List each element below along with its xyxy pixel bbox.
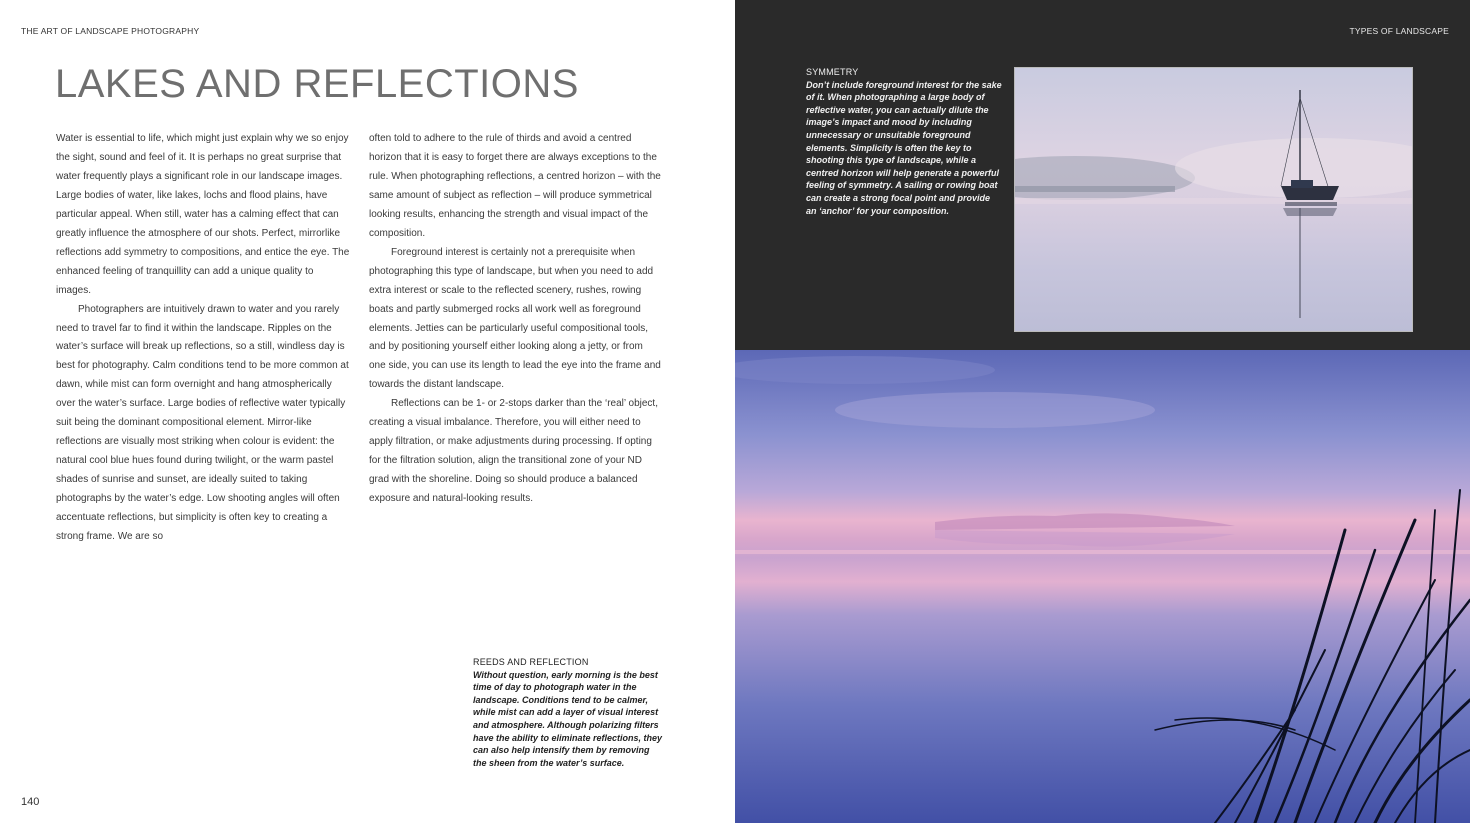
reeds-reflection-photo xyxy=(735,350,1470,823)
right-page xyxy=(735,0,1470,823)
paragraph: Foreground interest is certainly not a prerequisite when photographing this type of landscape, but when you need to add extra interest or scale to the reflected scenery, rushes, rowing boats and partly submerged rocks all work well as foreground elements. Jetties can be particularly useful compositional tools, and by positioning yourself either looking along a jetty, or from one side, you can use its length to lead the eye into the frame and towards the distant landscape. xyxy=(369,246,661,391)
body-column-2 xyxy=(369,130,661,509)
paragraph: Reflections can be 1- or 2-stops darker than the ‘real’ object, creating a visual imbalance. Therefore, you will either need to apply filtration, or make adjustments during processing. If opting for the filtration solution, align the transitional zone of your ND grad with the shoreline. Doing so should produce a balanced exposure and natural-looking results. xyxy=(369,398,658,505)
running-head-right: TYPES OF LANDSCAPE xyxy=(1349,26,1449,36)
caption-body: Don’t include foreground interest for the sake of it. When photographing a large body of reflective water, you can actually dilute the image’s impact and mood by including unnecessary or unsuitable foreground elements. Simplicity is often the key to shooting this type of landscape, while a centred horizon will help generate a powerful feeling of symmetry. A sailing or rowing boat can create a strong focal point and provide an ‘anchor’ for your composition. xyxy=(806,79,1002,216)
caption-body: Without question, early morning is the best time of day to photograph water in the landscape. Conditions tend to be calmer, while mist can add a layer of visual interest and atmosphere. Although polarizing filters have the ability to eliminate reflections, they can also help intensify them by removing the sheen from the water’s surface. xyxy=(473,669,663,768)
paragraph: Photographers are intuitively drawn to water and you rarely need to travel far to find it within the landscape. Ripples on the water’s surface will break up reflections, so a still, windless day is best for photography. Calm conditions tend to be more common at dawn, while mist can form overnight and hang atmospherically over the water’s surface. Large bodies of reflective water typically suit being the dominant compositional element. Mirror-like reflections are visually most striking when colour is evident: the natural cool blue hues found during twilight, or the warm pastel shades of sunrise and sunset, are ideally suited to taking photographs by the water’s edge. Low shooting angles will often accentuate reflections, but simplicity is often key to creating a strong frame. We are so xyxy=(56,303,349,543)
caption-reeds-and-reflection xyxy=(473,656,665,769)
page-number: 140 xyxy=(21,796,40,808)
running-head-left: THE ART OF LANDSCAPE PHOTOGRAPHY xyxy=(21,26,200,36)
page-title: LAKES AND REFLECTIONS xyxy=(55,62,579,106)
paragraph: often told to adhere to the rule of thirds and avoid a centred horizon that it is easy to forget there are always exceptions to the rule. When photographing reflections, a centred horizon – with the same amount of subject as reflection – will produce symmetrical looking results, enhancing the strength and visual impact of the composition. xyxy=(369,133,661,239)
caption-title: REEDS AND REFLECTION xyxy=(473,657,589,667)
paragraph: Water is essential to life, which might just explain why we so enjoy the sight, sound and feel of it. It is perhaps no great surprise that water frequently plays a significant role in our landscape images. Large bodies of water, like lakes, lochs and flood plains, have particular appeal. When still, water has a calming effect that can greatly influence the atmosphere of our shots. Perfect, mirrorlike reflections add symmetry to compositions, and entice the eye. The enhanced feeling of tranquillity can add a unique quality to images. xyxy=(56,133,350,296)
body-column-1 xyxy=(56,130,351,547)
sailboat-mist-photo xyxy=(1014,67,1413,332)
caption-title: SYMMETRY xyxy=(806,67,859,77)
caption-symmetry xyxy=(806,66,1002,217)
